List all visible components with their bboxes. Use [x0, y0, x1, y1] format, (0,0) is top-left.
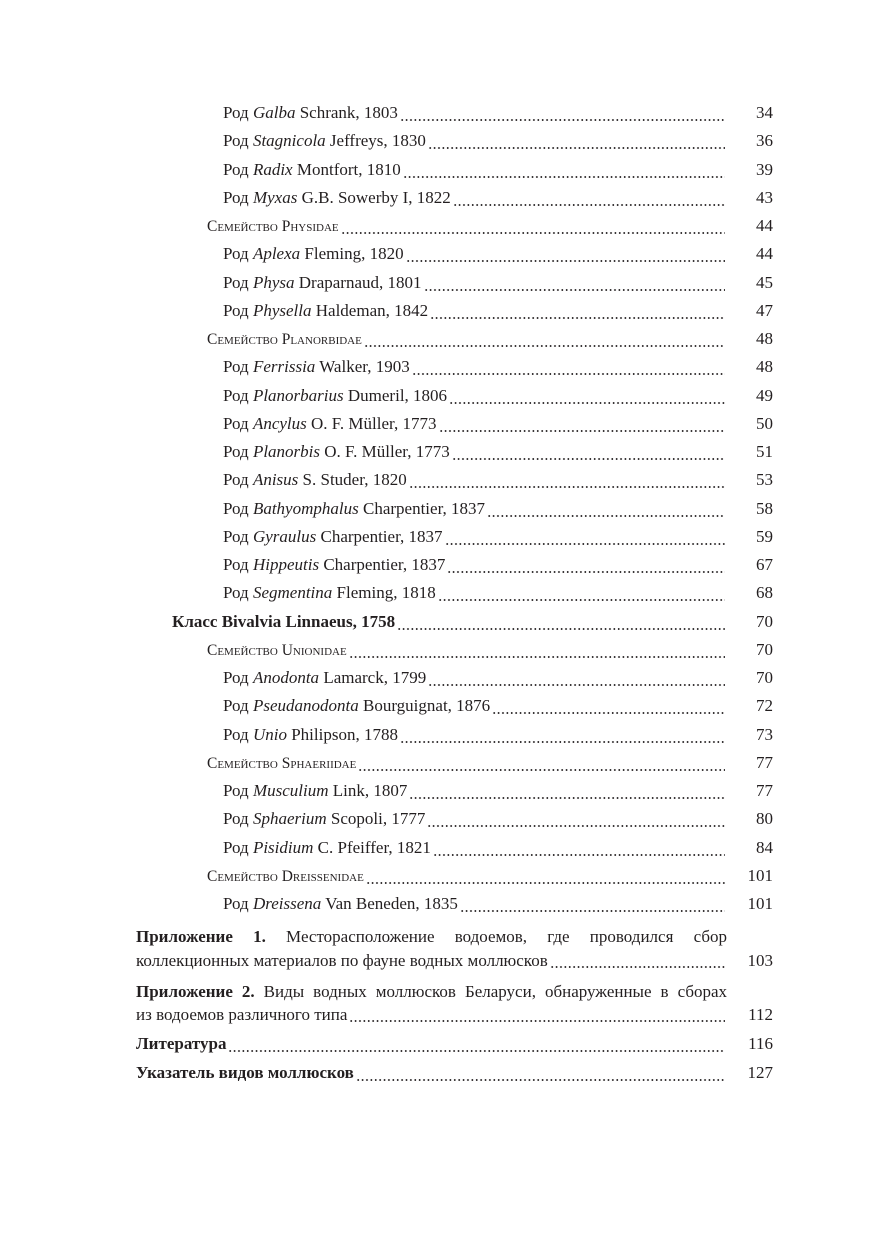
dot-leader [424, 269, 726, 297]
entry-prefix: Семейство [207, 218, 278, 235]
page-number: 68 [756, 583, 773, 603]
dot-leader [364, 325, 725, 354]
toc-entry-family[interactable] [0, 862, 773, 890]
dot-leader [439, 410, 726, 438]
toc-entry-genus[interactable] [0, 777, 773, 805]
page-number: 47 [756, 300, 773, 320]
dot-leader [400, 99, 725, 127]
entry-prefix: Род [223, 131, 249, 151]
entry-prefix: Род [223, 498, 249, 518]
entry-author: Fleming, 1818 [336, 583, 436, 603]
toc-entry-family[interactable] [0, 749, 773, 777]
entry-author: G.B. Sowerby I, 1822 [301, 187, 451, 207]
appendix-title-line1: Виды водных моллюсков Беларуси, обнаруженные в сборах [263, 981, 728, 1001]
entry-author: S. Studer, 1820 [302, 470, 407, 490]
entry-prefix: Род [223, 781, 249, 800]
family-name: Physidae [281, 218, 339, 235]
page-number: 116 [748, 1034, 773, 1054]
genus-name: Galba [252, 103, 296, 122]
entry-author: Draparnaud, 1801 [298, 272, 422, 292]
dot-leader [445, 523, 725, 551]
entry-prefix: Род [223, 442, 249, 461]
toc-entry-back-matter[interactable] [0, 1030, 773, 1058]
page-number: 80 [756, 809, 773, 829]
toc-entry-genus[interactable] [0, 156, 773, 184]
entry-prefix: Род [223, 272, 249, 292]
dot-leader [349, 1003, 725, 1027]
page-number: 73 [756, 724, 773, 744]
entry-author: Fleming, 1820 [304, 244, 404, 264]
entry-prefix: Род [223, 159, 249, 179]
entry-author: O. F. Müller, 1773 [311, 413, 437, 433]
entry-prefix: Род [223, 526, 249, 546]
table-of-contents [0, 99, 875, 1087]
genus-name: Anodonta [252, 668, 320, 687]
entry-author: Haldeman, 1842 [315, 300, 429, 320]
entry-prefix: Род [223, 187, 249, 207]
genus-name: Planorbarius [252, 385, 344, 405]
appendix-label: Приложение 1. [136, 927, 266, 947]
class-name: Bivalvia [221, 611, 282, 631]
toc-entry-genus[interactable] [0, 523, 773, 551]
page-number: 72 [756, 696, 773, 716]
entry-prefix: Род [223, 583, 249, 603]
dot-leader [449, 382, 725, 410]
appendix-label: Приложение 2. [136, 981, 255, 1001]
entry-prefix: Род [223, 809, 249, 829]
toc-entry-genus[interactable] [0, 495, 773, 523]
toc-entry-family[interactable] [0, 325, 773, 353]
genus-name: Dreissena [252, 894, 322, 913]
page-number: 70 [756, 611, 773, 631]
genus-name: Radix [252, 159, 293, 179]
entry-author: Charpentier, 1837 [362, 498, 486, 518]
entry-prefix: Род [223, 103, 249, 122]
dot-leader [358, 749, 725, 778]
genus-name: Segmentina [252, 583, 333, 603]
dot-leader [427, 805, 725, 833]
entry-prefix: Род [223, 696, 249, 716]
dot-leader [403, 156, 725, 184]
toc-entry-genus[interactable] [0, 579, 773, 607]
genus-name: Hippeutis [252, 555, 320, 574]
entry-author: O. F. Müller, 1773 [324, 442, 450, 461]
toc-entry-genus[interactable] [0, 438, 773, 466]
page-number: 50 [756, 413, 773, 433]
genus-name: Musculium [252, 781, 329, 800]
page-number: 70 [756, 639, 773, 659]
page-number: 59 [756, 526, 773, 546]
toc-entry-appendix[interactable] [0, 926, 773, 973]
page-number: 77 [756, 781, 773, 800]
page-number: 45 [756, 272, 773, 292]
dot-leader [406, 240, 725, 268]
dot-leader [452, 438, 725, 466]
toc-entry-genus[interactable] [0, 551, 773, 579]
dot-leader [438, 579, 725, 607]
dot-leader [460, 890, 725, 918]
genus-name: Gyraulus [252, 526, 317, 546]
toc-entry-genus[interactable] [0, 721, 773, 749]
toc-entry-genus[interactable] [0, 834, 773, 862]
toc-entry-genus[interactable] [0, 99, 773, 127]
entry-author: Linnaeus, 1758 [285, 611, 396, 631]
family-name: Sphaeriidae [281, 754, 357, 772]
genus-name: Pseudanodonta [252, 696, 359, 716]
entry-prefix: Семейство [207, 754, 278, 772]
dot-leader [412, 353, 725, 381]
entry-author: Charpentier, 1837 [320, 526, 443, 546]
genus-name: Myxas [252, 187, 298, 207]
page-number: 53 [756, 470, 773, 490]
entry-prefix: Род [223, 470, 249, 490]
genus-name: Pisidium [252, 837, 314, 857]
page-number: 112 [748, 1005, 773, 1025]
entry-prefix: Семейство [207, 331, 278, 348]
appendix-title-line2: коллекционных материалов по фауне водных моллюсков [136, 950, 548, 970]
page-number: 48 [756, 357, 773, 377]
section-title: Литература [136, 1034, 227, 1054]
toc-entry-back-matter[interactable] [0, 1059, 773, 1087]
dot-leader [453, 184, 725, 212]
dot-leader [428, 664, 725, 692]
dot-leader [341, 212, 725, 241]
toc-entry-genus[interactable] [0, 410, 773, 438]
toc-entry-genus[interactable] [0, 127, 773, 155]
page-number: 44 [756, 244, 773, 264]
toc-entry-genus[interactable] [0, 382, 773, 410]
page-number: 101 [747, 865, 773, 885]
toc-entry-genus[interactable] [0, 466, 773, 494]
genus-name: Ancylus [252, 413, 307, 433]
page-number: 70 [756, 668, 773, 687]
dot-leader [492, 692, 725, 720]
genus-name: Unio [252, 724, 287, 744]
toc-entry-genus[interactable] [0, 664, 773, 692]
genus-name: Physella [252, 300, 312, 320]
entry-author: Philipson, 1788 [291, 724, 398, 744]
genus-name: Ferrissia [252, 357, 316, 377]
genus-name: Sphaerium [252, 809, 327, 829]
entry-author: C. Pfeiffer, 1821 [317, 837, 431, 857]
page-number: 67 [756, 555, 773, 574]
dot-leader [356, 1059, 725, 1087]
entry-prefix: Род [223, 413, 249, 433]
toc-entry-family[interactable] [0, 212, 773, 240]
entry-author: Lamarck, 1799 [323, 668, 427, 687]
appendix-title-line1: Месторасположение водоемов, где проводился сбор [286, 927, 728, 947]
page-number: 36 [756, 131, 773, 151]
page-number: 49 [756, 385, 773, 405]
entry-author: Bourguignat, 1876 [362, 696, 491, 716]
page-number: 84 [756, 837, 773, 857]
appendix-title-line2: из водоемов различного типа [136, 1005, 348, 1025]
page-number: 77 [756, 752, 773, 772]
entry-prefix: Род [223, 555, 249, 574]
entry-prefix: Род [223, 724, 249, 744]
page-number: 43 [756, 187, 773, 207]
page-number: 39 [756, 159, 773, 179]
entry-author: Montfort, 1810 [296, 159, 401, 179]
page-number: 127 [747, 1062, 773, 1082]
toc-entry-class[interactable] [0, 608, 773, 636]
toc-entry-genus[interactable] [0, 890, 773, 918]
dot-leader [228, 1030, 725, 1058]
entry-prefix: Род [223, 357, 249, 377]
entry-author: Jeffreys, 1830 [329, 131, 426, 151]
entry-author: Walker, 1903 [319, 357, 410, 377]
toc-entry-genus[interactable] [0, 692, 773, 720]
family-name: Planorbidae [281, 331, 362, 348]
genus-name: Bathyomphalus [252, 498, 359, 518]
toc-entry-genus[interactable] [0, 805, 773, 833]
dot-leader [349, 636, 725, 665]
dot-leader [397, 608, 725, 636]
dot-leader [400, 721, 725, 749]
toc-entry-family[interactable] [0, 636, 773, 664]
dot-leader [409, 466, 725, 494]
toc-entry-appendix[interactable] [0, 981, 773, 1028]
page-number: 101 [747, 894, 773, 913]
toc-entry-genus[interactable] [0, 297, 773, 325]
entry-prefix: Род [223, 244, 249, 264]
entry-prefix: Род [223, 837, 249, 857]
page-number: 44 [756, 216, 773, 235]
entry-author: Dumeril, 1806 [347, 385, 448, 405]
dot-leader [366, 862, 725, 891]
family-name: Dreissenidae [281, 867, 364, 885]
dot-leader [487, 495, 725, 523]
genus-name: Stagnicola [252, 131, 326, 151]
entry-prefix: Класс [172, 611, 218, 631]
toc-entry-genus[interactable] [0, 184, 773, 212]
dot-leader [550, 949, 725, 973]
dot-leader [433, 834, 725, 862]
entry-author: Charpentier, 1837 [323, 555, 446, 574]
page-number: 34 [756, 103, 773, 122]
genus-name: Physa [252, 272, 295, 292]
entry-prefix: Род [223, 300, 249, 320]
genus-name: Anisus [252, 470, 299, 490]
section-title: Указатель видов моллюсков [136, 1062, 354, 1082]
page-number: 48 [756, 329, 773, 348]
page-number: 103 [747, 950, 773, 970]
dot-leader [430, 297, 725, 325]
family-name: Unionidae [281, 641, 347, 659]
entry-author: Van Beneden, 1835 [325, 894, 458, 913]
page-number: 58 [756, 498, 773, 518]
genus-name: Planorbis [252, 442, 321, 461]
toc-entry-genus[interactable] [0, 269, 773, 297]
dot-leader [447, 551, 725, 579]
entry-author: Schrank, 1803 [299, 103, 398, 122]
dot-leader [409, 777, 725, 805]
entry-prefix: Род [223, 894, 249, 913]
dot-leader [428, 127, 725, 155]
entry-prefix: Семейство [207, 641, 278, 659]
toc-entry-genus[interactable] [0, 353, 773, 381]
entry-prefix: Род [223, 385, 249, 405]
page-number: 51 [756, 442, 773, 461]
genus-name: Aplexa [252, 244, 301, 264]
entry-prefix: Семейство [207, 867, 278, 885]
entry-author: Link, 1807 [332, 781, 408, 800]
toc-entry-genus[interactable] [0, 240, 773, 268]
entry-prefix: Род [223, 668, 249, 687]
entry-author: Scopoli, 1777 [330, 809, 426, 829]
